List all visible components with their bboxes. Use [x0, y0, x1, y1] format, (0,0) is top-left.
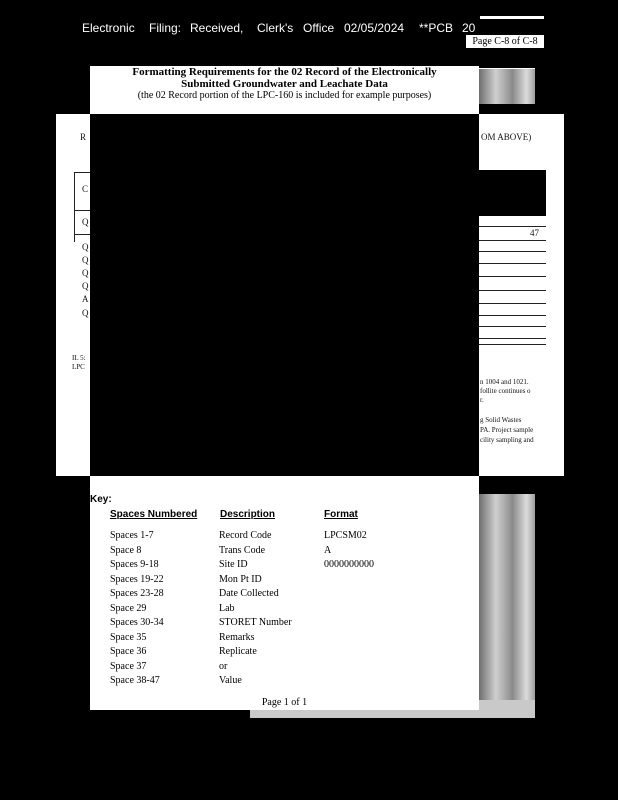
form-line	[479, 338, 546, 339]
cell-spaces: Spaces 1-7	[110, 530, 154, 541]
stamp-word: Office	[303, 21, 335, 35]
redacted-record-image	[90, 114, 479, 476]
fragment-text: Q	[82, 255, 89, 265]
fragment-text: Q	[82, 217, 89, 227]
form-line	[479, 240, 546, 241]
table-row	[90, 616, 479, 630]
fragment-text: Q	[82, 242, 89, 252]
table-row	[90, 602, 479, 616]
table-border	[74, 172, 75, 242]
form-line	[479, 251, 546, 252]
fragment-note: g Solid Wastes	[480, 416, 522, 424]
fragment-note: r.	[480, 396, 484, 404]
form-line	[479, 344, 546, 345]
cell-description: Trans Code	[219, 544, 266, 556]
stamp-date: 02/05/2024	[344, 21, 405, 35]
cell-format: A	[324, 544, 332, 556]
value-number: 47	[530, 228, 539, 238]
fragment-footnote: LPC	[72, 363, 85, 371]
form-line	[479, 290, 546, 291]
stamp-word: **PCB	[419, 21, 454, 35]
document-title	[90, 66, 479, 90]
redaction-block	[478, 170, 546, 216]
cell-description: or	[219, 660, 228, 672]
cell-spaces: Space 35	[110, 631, 147, 643]
column-header-format: Format	[324, 509, 358, 520]
cell-spaces: Spaces 23-28	[110, 588, 164, 599]
fragment-note: cility sampling and	[480, 436, 534, 444]
column-header-spaces: Spaces Numbered	[110, 509, 198, 520]
fragment-text: Q	[82, 268, 89, 278]
table-border	[74, 210, 90, 211]
form-line	[479, 326, 546, 327]
table-row	[90, 674, 479, 688]
fragment-text: R	[80, 132, 87, 142]
fragment-note: follite continues o	[480, 387, 531, 395]
fragment-heading: OM ABOVE)	[481, 132, 532, 142]
cell-description: Date Collected	[219, 588, 279, 599]
form-line	[479, 276, 546, 277]
page-reference: Page C-8 of C-8	[466, 35, 544, 48]
cell-description: Value	[219, 675, 242, 686]
page-footer: Page 1 of 1	[261, 697, 308, 708]
key-label: Key:	[90, 494, 112, 505]
scan-fragment-top-right	[479, 68, 535, 104]
table-row	[90, 587, 479, 601]
table-border	[74, 172, 90, 173]
fragment-text: C	[82, 184, 89, 194]
cell-spaces: Spaces 19-22	[110, 573, 164, 585]
cell-description: Replicate	[219, 646, 257, 657]
stamp-word: Electronic	[82, 21, 135, 35]
stamp-word: 20	[462, 21, 476, 35]
front-sheet	[90, 66, 479, 710]
filing-stamp-header	[0, 18, 618, 47]
fragment-footnote: IL 5:	[72, 354, 86, 362]
form-line	[479, 303, 546, 304]
table-row	[90, 660, 479, 674]
cell-spaces: Space 37	[110, 660, 147, 672]
scan-edge	[479, 68, 535, 69]
document-subtitle: (the 02 Record portion of the LPC-160 is included for example purposes)	[137, 90, 432, 101]
stamp-word: Received,	[190, 21, 244, 35]
form-line	[479, 315, 546, 316]
cell-description: STORET Number	[219, 617, 292, 628]
cell-spaces: Spaces 9-18	[110, 559, 159, 570]
cell-spaces: Space 36	[110, 646, 147, 657]
fragment-note: PA. Project sample	[480, 426, 534, 434]
cell-format: 0000000000	[324, 559, 374, 570]
table-row	[90, 529, 479, 543]
table-border	[74, 234, 90, 235]
table-row	[90, 645, 479, 659]
cell-format: LPCSM02	[324, 530, 367, 541]
cell-spaces: Spaces 30-34	[110, 617, 164, 628]
fragment-text: Q	[82, 308, 89, 318]
fragment-text: A	[82, 294, 89, 304]
cell-description: Remarks	[219, 631, 255, 643]
table-row	[90, 573, 479, 587]
cell-description: Lab	[219, 602, 235, 614]
title-line: Submitted Groundwater and Leachate Data	[181, 78, 388, 90]
scan-fragment-bottom-right	[479, 494, 535, 716]
column-header-description: Description	[220, 509, 276, 520]
cell-description: Record Code	[219, 530, 272, 541]
form-line	[479, 226, 546, 227]
cell-spaces: Space 29	[110, 602, 147, 614]
cell-description: Mon Pt ID	[219, 573, 262, 585]
fragment-text: Q	[82, 281, 89, 291]
scan-strip	[480, 16, 544, 19]
stamp-word: Filing:	[149, 21, 182, 35]
fragment-note: n 1004 and 1021.	[480, 378, 529, 386]
table-row	[90, 544, 479, 558]
title-line: Formatting Requirements for the 02 Record of the Electronically	[132, 66, 437, 78]
form-line	[479, 263, 546, 264]
stamp-word: Clerk's	[257, 21, 294, 35]
table-row	[90, 558, 479, 572]
cell-spaces: Space 38-47	[110, 675, 160, 686]
cell-spaces: Space 8	[110, 544, 142, 556]
table-row	[90, 631, 479, 645]
cell-description: Site ID	[219, 559, 248, 570]
